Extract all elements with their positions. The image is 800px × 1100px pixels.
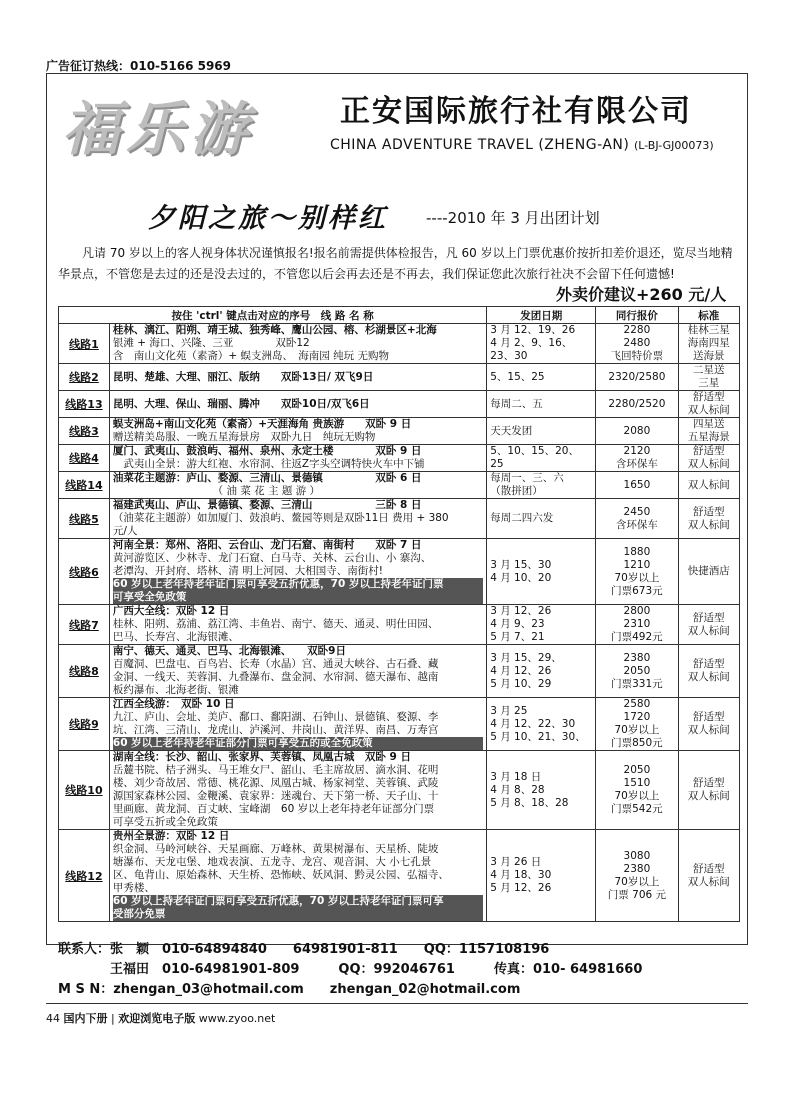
accommodation-standard-line: 四星送 xyxy=(693,418,725,430)
accommodation-standard-line: 双人标间 xyxy=(687,790,730,802)
route-code-cell xyxy=(59,445,110,472)
route-description xyxy=(109,472,486,499)
trade-price-line: 门票850元 xyxy=(611,737,663,749)
footer-separator: | xyxy=(111,1012,115,1025)
trade-price-line: 70岁以上 xyxy=(614,724,660,736)
accommodation-standard xyxy=(678,364,740,391)
contact-line-1: 联系人：张 颖 010-64894840 64981901-811 QQ：1157108196 xyxy=(58,942,550,957)
routes-table xyxy=(58,306,740,922)
trade-price xyxy=(596,324,678,364)
trade-price-line: 1650 xyxy=(623,478,651,491)
route-description-line: 60 岁以上持老年证门票可享受五折优惠，70 岁以上持老年证门票可享 xyxy=(113,895,483,908)
departure-dates-line: 4 月 10、20 xyxy=(490,571,552,584)
departure-dates xyxy=(487,698,596,751)
route-description xyxy=(109,499,486,539)
route-link[interactable]: 线路14 xyxy=(65,479,103,492)
trade-price-line: 2310 xyxy=(623,618,651,630)
trade-price-line: 门票542元 xyxy=(611,803,663,815)
trade-price-line: 门票331元 xyxy=(611,677,663,690)
contact-msn: M S N：zhengan_03@hotmail.com zhengan_02@hotmail.com xyxy=(58,982,521,997)
route-description-line: 南宁、德天、通灵、巴马、北海银滩、 双卧9日 xyxy=(112,645,346,657)
route-code-cell xyxy=(59,830,110,922)
footer-site-link[interactable]: www.zyoo.net xyxy=(198,1012,276,1025)
departure-dates-line: 每周一、三、六 xyxy=(490,472,564,484)
accommodation-standard xyxy=(678,418,740,445)
route-description xyxy=(109,391,486,418)
routes-body xyxy=(59,324,740,922)
accommodation-standard-line: 舒适型 xyxy=(693,862,725,875)
route-description-line: 油菜花主题游：庐山、婺源、三清山、景德镇 双卧 6 日 xyxy=(112,472,422,484)
trade-price-line: 门票673元 xyxy=(611,584,663,597)
accommodation-standard-line: 舒适型 xyxy=(693,391,725,403)
departure-dates xyxy=(487,445,596,472)
footer-slogan: 欢迎浏览电子版 xyxy=(118,1012,196,1025)
page-footer xyxy=(46,1010,275,1026)
departure-dates-line: 5 月 7、21 xyxy=(490,631,545,643)
accommodation-standard-line: 三星 xyxy=(698,377,720,389)
route-description-line: 金洞、一线天、芙蓉洞、九叠瀑布、盘金洞、水帘洞、德天瀑布、越南 xyxy=(112,671,439,683)
trade-price xyxy=(596,418,678,445)
departure-dates xyxy=(487,418,596,445)
route-description-line: 里画廊、黄龙洞、百丈峡、宝峰湖 60 岁以上老年持老年证部分门票 xyxy=(112,803,435,815)
trade-price xyxy=(596,539,678,605)
accommodation-standard xyxy=(678,324,740,364)
route-description-line: 含 南山文化苑（素斋）+ 蜈支洲岛、 海南园 纯玩 无购物 xyxy=(112,350,389,362)
route-link[interactable]: 线路7 xyxy=(69,618,99,632)
route-description xyxy=(109,751,486,830)
trade-price-line: 2280/2520 xyxy=(608,397,666,410)
notice-paragraph: 凡请 70 岁以上的客人视身体状况谨慎报名!报名前需提供体检报告，凡 60 岁以上门票优惠价按折扣差价退还，览尽当地精华景点，不管您是去过的还是没去过的，不管您以后会再去还是不再去，我们保证您此次旅行社决不会留下任何遗憾! xyxy=(58,246,733,281)
route-link[interactable]: 线路6 xyxy=(69,565,99,579)
route-description-line: 坑、江湾、三清山、龙虎山、泸溪河、井岗山、黄洋界、南昌、万寿宫 xyxy=(112,724,439,736)
route-description-line: 桂林、阳朔、荔浦、荔江湾、丰鱼岩、南宁、德天、通灵、明仕田园、 xyxy=(112,618,439,630)
table-row xyxy=(59,605,740,645)
route-code-cell xyxy=(59,605,110,645)
departure-dates-line: 4 月 2、9、16、 xyxy=(490,337,573,349)
route-code-cell xyxy=(59,418,110,445)
departure-dates xyxy=(487,605,596,645)
header-standard: 标准 xyxy=(678,307,740,324)
header-dates: 发团日期 xyxy=(487,307,596,324)
trade-price-line: 2320/2580 xyxy=(608,370,666,383)
departure-dates-line: （散拼团） xyxy=(490,485,543,497)
route-description-line: 武夷山全景：游大红袍、水帘洞、往返Z字头空调特快火车中下铺 xyxy=(112,458,425,470)
trade-price xyxy=(596,391,678,418)
departure-dates-line: 3 月 15、29、 xyxy=(490,651,562,664)
route-description-line: 福建武夷山、庐山、景德镇、婺源、三清山 三卧 8 日 xyxy=(112,499,422,511)
route-description-line: 60 岁以上老年持老年证部分门票可享受五的或全免政策 xyxy=(113,737,483,750)
departure-dates-line: 4 月 8、28 xyxy=(490,783,545,796)
route-description-line: 受部分免票 xyxy=(113,908,483,921)
accommodation-standard xyxy=(678,391,740,418)
route-link[interactable]: 线路2 xyxy=(69,371,99,384)
trade-price-line: 2450 xyxy=(623,505,651,518)
departure-dates-line: 3 月 18 日 xyxy=(490,770,542,783)
logo: 福乐游 xyxy=(62,95,255,163)
route-link[interactable]: 线路1 xyxy=(69,337,99,351)
route-description xyxy=(109,445,486,472)
route-description-line: 桂林、漓江、阳朔、靖王城、独秀峰、鹰山公园、榕、杉湖景区+北海 xyxy=(112,324,437,336)
departure-dates xyxy=(487,324,596,364)
header-route-name: 按住 'ctrl' 键点击对应的序号 线 路 名 称 xyxy=(59,307,487,324)
route-description-line: 60 岁以上老年持老年证门票可享受五折优惠，70 岁以上持老年证门票 xyxy=(113,578,483,591)
trade-price xyxy=(596,698,678,751)
accommodation-standard-line: 舒适型 xyxy=(693,505,725,518)
route-code-cell xyxy=(59,391,110,418)
departure-dates-line: 5、10、15、20、 xyxy=(490,445,579,457)
trade-price xyxy=(596,364,678,391)
accommodation-standard-line: 舒适型 xyxy=(693,658,725,670)
trade-price xyxy=(596,751,678,830)
departure-dates-line: 3 月 12、26 xyxy=(490,605,552,617)
departure-dates-line: 25 xyxy=(490,458,504,470)
route-link[interactable]: 线路8 xyxy=(69,665,99,678)
departure-dates-line: 每周二四六发 xyxy=(490,512,554,524)
route-description-line: 广西大全线：双卧 12 日 xyxy=(112,605,230,617)
departure-dates-line: 5 月 12、26 xyxy=(490,882,552,894)
table-row xyxy=(59,645,740,698)
header-price: 同行报价 xyxy=(596,307,678,324)
departure-dates-line: 3 月 12、19、26 xyxy=(490,324,576,336)
route-link[interactable]: 线路13 xyxy=(65,398,103,411)
trade-price-line: 1720 xyxy=(623,711,651,723)
accommodation-standard-line: 双人标间 xyxy=(687,404,730,416)
trade-price-line: 1510 xyxy=(623,777,651,789)
trade-price-line: 含环保车 xyxy=(615,518,658,531)
trade-price-line: 1880 xyxy=(623,545,651,558)
route-description-line: 塘瀑布、天龙屯堡、地戏表演、五龙寺、龙宫、观音洞、大 小七孔景 xyxy=(112,856,432,868)
route-description xyxy=(109,698,486,751)
route-description-line: 元/人 xyxy=(112,525,138,537)
route-description-line: 楼、刘少奇故居、常德、桃花源、凤凰古城、杨家祠堂、芙蓉镇、武陵 xyxy=(112,777,439,789)
accommodation-standard xyxy=(678,472,740,499)
departure-dates-line: 5 月 10、29 xyxy=(490,677,552,690)
route-description-line: 厦门、武夷山、鼓浪屿、福州、泉州、永定土楼 双卧 9 日 xyxy=(112,445,422,457)
route-code-cell xyxy=(59,499,110,539)
route-description-line: 昆明、大理、保山、瑞丽、腾冲 双卧10日/双飞6日 xyxy=(112,397,370,410)
trade-price-line: 2050 xyxy=(623,764,651,776)
accommodation-standard-line: 双人标间 xyxy=(687,875,730,888)
page-number: 44 xyxy=(46,1012,60,1025)
departure-dates-line: 3 月 15、30 xyxy=(490,558,552,571)
departure-dates-line: 4 月 18、30 xyxy=(490,869,552,881)
departure-dates-line: 5 月 10、21、30、 xyxy=(490,730,586,743)
company-name-en: CHINA ADVENTURE TRAVEL (ZHENG-AN) xyxy=(330,137,630,153)
trade-price-line: 2050 xyxy=(623,664,651,677)
departure-dates xyxy=(487,751,596,830)
accommodation-standard xyxy=(678,751,740,830)
accommodation-standard-line: 快捷酒店 xyxy=(687,565,730,577)
departure-dates-line: 23、30 xyxy=(490,350,528,362)
accommodation-standard-line: 舒适型 xyxy=(693,611,725,624)
accommodation-standard xyxy=(678,445,740,472)
table-row xyxy=(59,472,740,499)
trade-price-line: 2380 xyxy=(623,862,651,875)
trade-price-line: 2080 xyxy=(623,424,651,437)
departure-dates-line: 4 月 12、26 xyxy=(490,664,552,677)
trade-price-line: 2580 xyxy=(623,698,651,710)
accommodation-standard xyxy=(678,499,740,539)
trade-price xyxy=(596,472,678,499)
route-description-line: 可享受五折或全免政策 xyxy=(112,816,218,828)
departure-dates xyxy=(487,499,596,539)
company-name: 正安国际旅行社有限公司 xyxy=(340,94,692,129)
route-description-line: 贵州全景游：双卧 12 日 xyxy=(112,830,230,842)
accommodation-standard xyxy=(678,698,740,751)
departure-dates-line: 4 月 9、23 xyxy=(490,618,545,630)
price-suggestion: 外卖价建议+260 元/人 xyxy=(556,285,727,304)
accommodation-standard-line: 双人标间 xyxy=(687,458,730,470)
route-code-cell xyxy=(59,324,110,364)
departure-dates-line: 4 月 12、22、30 xyxy=(490,717,576,730)
accommodation-standard-line: 送海景 xyxy=(693,350,725,362)
route-description-line: 赠送精美岛服、一晚五星海景房 双卧九日 纯玩无购物 xyxy=(112,431,376,443)
trade-price-line: 门票492元 xyxy=(611,631,663,643)
trade-price xyxy=(596,830,678,922)
table-row xyxy=(59,391,740,418)
route-code-cell xyxy=(59,364,110,391)
route-description xyxy=(109,324,486,364)
route-link[interactable]: 线路12 xyxy=(65,869,103,883)
trade-price-line: 1210 xyxy=(623,558,651,571)
trade-price xyxy=(596,645,678,698)
table-row xyxy=(59,364,740,391)
trade-price-line: 2120 xyxy=(623,445,651,457)
route-description xyxy=(109,645,486,698)
route-description-line: 岳麓书院、桔子洲头、马王堆女尸、韶山、毛主席故居、滴水洞、花明 xyxy=(112,764,439,776)
accommodation-standard-line: 五星海景 xyxy=(687,431,730,443)
route-description xyxy=(109,539,486,605)
departure-dates-line: 每周二、五 xyxy=(490,397,543,410)
accommodation-standard-line: 舒适型 xyxy=(693,777,725,789)
accommodation-standard-line: 双人标间 xyxy=(687,671,730,683)
route-link[interactable]: 线路4 xyxy=(69,452,99,465)
accommodation-standard xyxy=(678,539,740,605)
route-description-line: （ 油 菜 花 主 题 游 ） xyxy=(112,485,321,497)
accommodation-standard-line: 双人标间 xyxy=(687,624,730,637)
footer-divider xyxy=(46,1003,748,1004)
route-description-line: 湖南全线：长沙、韶山、张家界、芙蓉镇、凤凰古城 双卧 9 日 xyxy=(112,751,412,763)
table-row xyxy=(59,324,740,364)
trade-price-line: 含环保车 xyxy=(615,458,658,470)
trade-price-line: 门票 706 元 xyxy=(607,888,667,901)
departure-dates xyxy=(487,645,596,698)
route-description-line: 老潭沟、开封府、塔林、清 明上河园、大相国寺、南街村! xyxy=(112,565,383,577)
accommodation-standard-line: 双人标间 xyxy=(687,478,730,491)
accommodation-standard-line: 双人标间 xyxy=(687,518,730,531)
departure-dates-line: 3 月 25 xyxy=(490,704,528,717)
footer-section: 国内下册 xyxy=(63,1012,108,1025)
trade-price-line: 3080 xyxy=(623,849,651,862)
trade-price-line: 2280 xyxy=(623,324,651,336)
accommodation-standard-line: 双人标间 xyxy=(687,724,730,736)
headline-subtitle: ----2010 年 3 月出团计划 xyxy=(426,209,600,227)
route-link[interactable]: 线路5 xyxy=(69,512,99,526)
accommodation-standard xyxy=(678,605,740,645)
route-description-line: 河南全景：郑州、洛阳、云台山、龙门石窟、南街村 双卧 7 日 xyxy=(112,539,422,551)
route-description-line: 百魔洞、巴盘屯、百鸟岩、长寿（水晶）宫、通灵大峡谷、古石叠、藏 xyxy=(112,658,439,670)
departure-dates-line: 3 月 26 日 xyxy=(490,856,542,868)
accommodation-standard xyxy=(678,830,740,922)
route-description xyxy=(109,830,486,922)
route-link[interactable]: 线路9 xyxy=(69,718,99,731)
departure-dates xyxy=(487,391,596,418)
table-header-row xyxy=(59,307,740,324)
trade-price xyxy=(596,445,678,472)
route-description-line: 源国家森林公园、金鞭溪、袁家界：迷魂台、天下第一桥、天子山、十 xyxy=(112,790,439,802)
table-row xyxy=(59,539,740,605)
trade-price-line: 70岁以上 xyxy=(614,571,660,584)
contacts-block xyxy=(58,940,642,1000)
route-link[interactable]: 线路10 xyxy=(65,784,103,797)
route-description-line: 黄河游览区、少林寺、龙门石窟、白马寺、关林、云台山、小 寨沟、 xyxy=(112,552,432,564)
route-description-line: 织金洞、马岭河峡谷、天星画廊、万峰林、黄果树瀑布、天星桥、陡坡 xyxy=(112,843,439,855)
accommodation-standard xyxy=(678,645,740,698)
table-row xyxy=(59,418,740,445)
route-description-line: 银滩 + 海口、兴隆、三亚 双卧12 xyxy=(112,337,310,349)
route-description xyxy=(109,418,486,445)
accommodation-standard-line: 舒适型 xyxy=(693,445,725,457)
table-row xyxy=(59,830,740,922)
route-description-line: 板约瀑布、北海老街、银滩 xyxy=(112,684,239,696)
departure-dates-line: 天天发团 xyxy=(490,424,533,437)
table-row xyxy=(59,698,740,751)
trade-price xyxy=(596,499,678,539)
trade-price-line: 70岁以上 xyxy=(614,790,660,802)
departure-dates xyxy=(487,364,596,391)
trade-price-line: 2800 xyxy=(623,605,651,617)
table-row xyxy=(59,751,740,830)
route-description-line: 可享受全免政策 xyxy=(113,591,483,604)
trade-price-line: 2480 xyxy=(623,337,651,349)
trade-price-line: 2380 xyxy=(623,651,651,664)
route-description xyxy=(109,364,486,391)
accommodation-standard-line: 舒适型 xyxy=(693,711,725,723)
accommodation-standard-line: 海南四星 xyxy=(687,337,730,349)
route-description-line: 区、龟背山、原始森林、天生桥、恐怖峡、妖风洞、黔灵公园、弘福寺、 xyxy=(112,869,449,881)
trade-price-line: 70岁以上 xyxy=(614,875,660,888)
headline-title: 夕阳之旅～别样红 xyxy=(148,203,388,234)
route-description xyxy=(109,605,486,645)
departure-dates-line: 5、15、25 xyxy=(490,370,545,383)
route-description-line: 甲秀楼、 xyxy=(112,882,155,894)
route-description-line: 昆明、楚雄、大理、丽江、版纳 双卧13日/ 双飞9日 xyxy=(112,370,374,383)
departure-dates xyxy=(487,830,596,922)
table-row xyxy=(59,445,740,472)
accommodation-standard-line: 桂林三星 xyxy=(687,324,730,336)
route-code-cell xyxy=(59,751,110,830)
route-description-line: 江西全线游： 双卧 10 日 xyxy=(112,698,235,710)
route-code-cell xyxy=(59,645,110,698)
departure-dates xyxy=(487,472,596,499)
accommodation-standard-line: 二星送 xyxy=(693,364,725,376)
route-code-cell xyxy=(59,472,110,499)
contact-line-2: 王福田 010-64981901-809 QQ：992046761 传真：010- 64981660 xyxy=(58,962,643,977)
table-row xyxy=(59,499,740,539)
route-description-line: （油菜花主题游）如加厦门、鼓浪屿、鳌园等则是双卧11日 费用 + 380 xyxy=(112,512,449,524)
route-description-line: 巴马、长寿宫、北海银滩、 xyxy=(112,631,239,643)
trade-price xyxy=(596,605,678,645)
route-description-line: 九江、庐山、会址、美庐、鄱口、鄱阳湖、石钟山、景德镇、婺源、李 xyxy=(112,711,439,723)
departure-dates xyxy=(487,539,596,605)
route-code-cell xyxy=(59,698,110,751)
departure-dates-line: 5 月 8、18、28 xyxy=(490,796,569,809)
ad-hotline: 广告征订热线：010-5166 5969 xyxy=(46,59,232,73)
trade-price-line: 飞回特价票 xyxy=(610,350,664,362)
route-description-line: 蜈支洲岛+南山文化苑（素斋）+天涯海角 贵族游 双卧 9 日 xyxy=(112,418,412,430)
route-code-cell xyxy=(59,539,110,605)
license-number: (L-BJ-GJ00073) xyxy=(634,139,714,152)
route-link[interactable]: 线路3 xyxy=(69,425,99,438)
